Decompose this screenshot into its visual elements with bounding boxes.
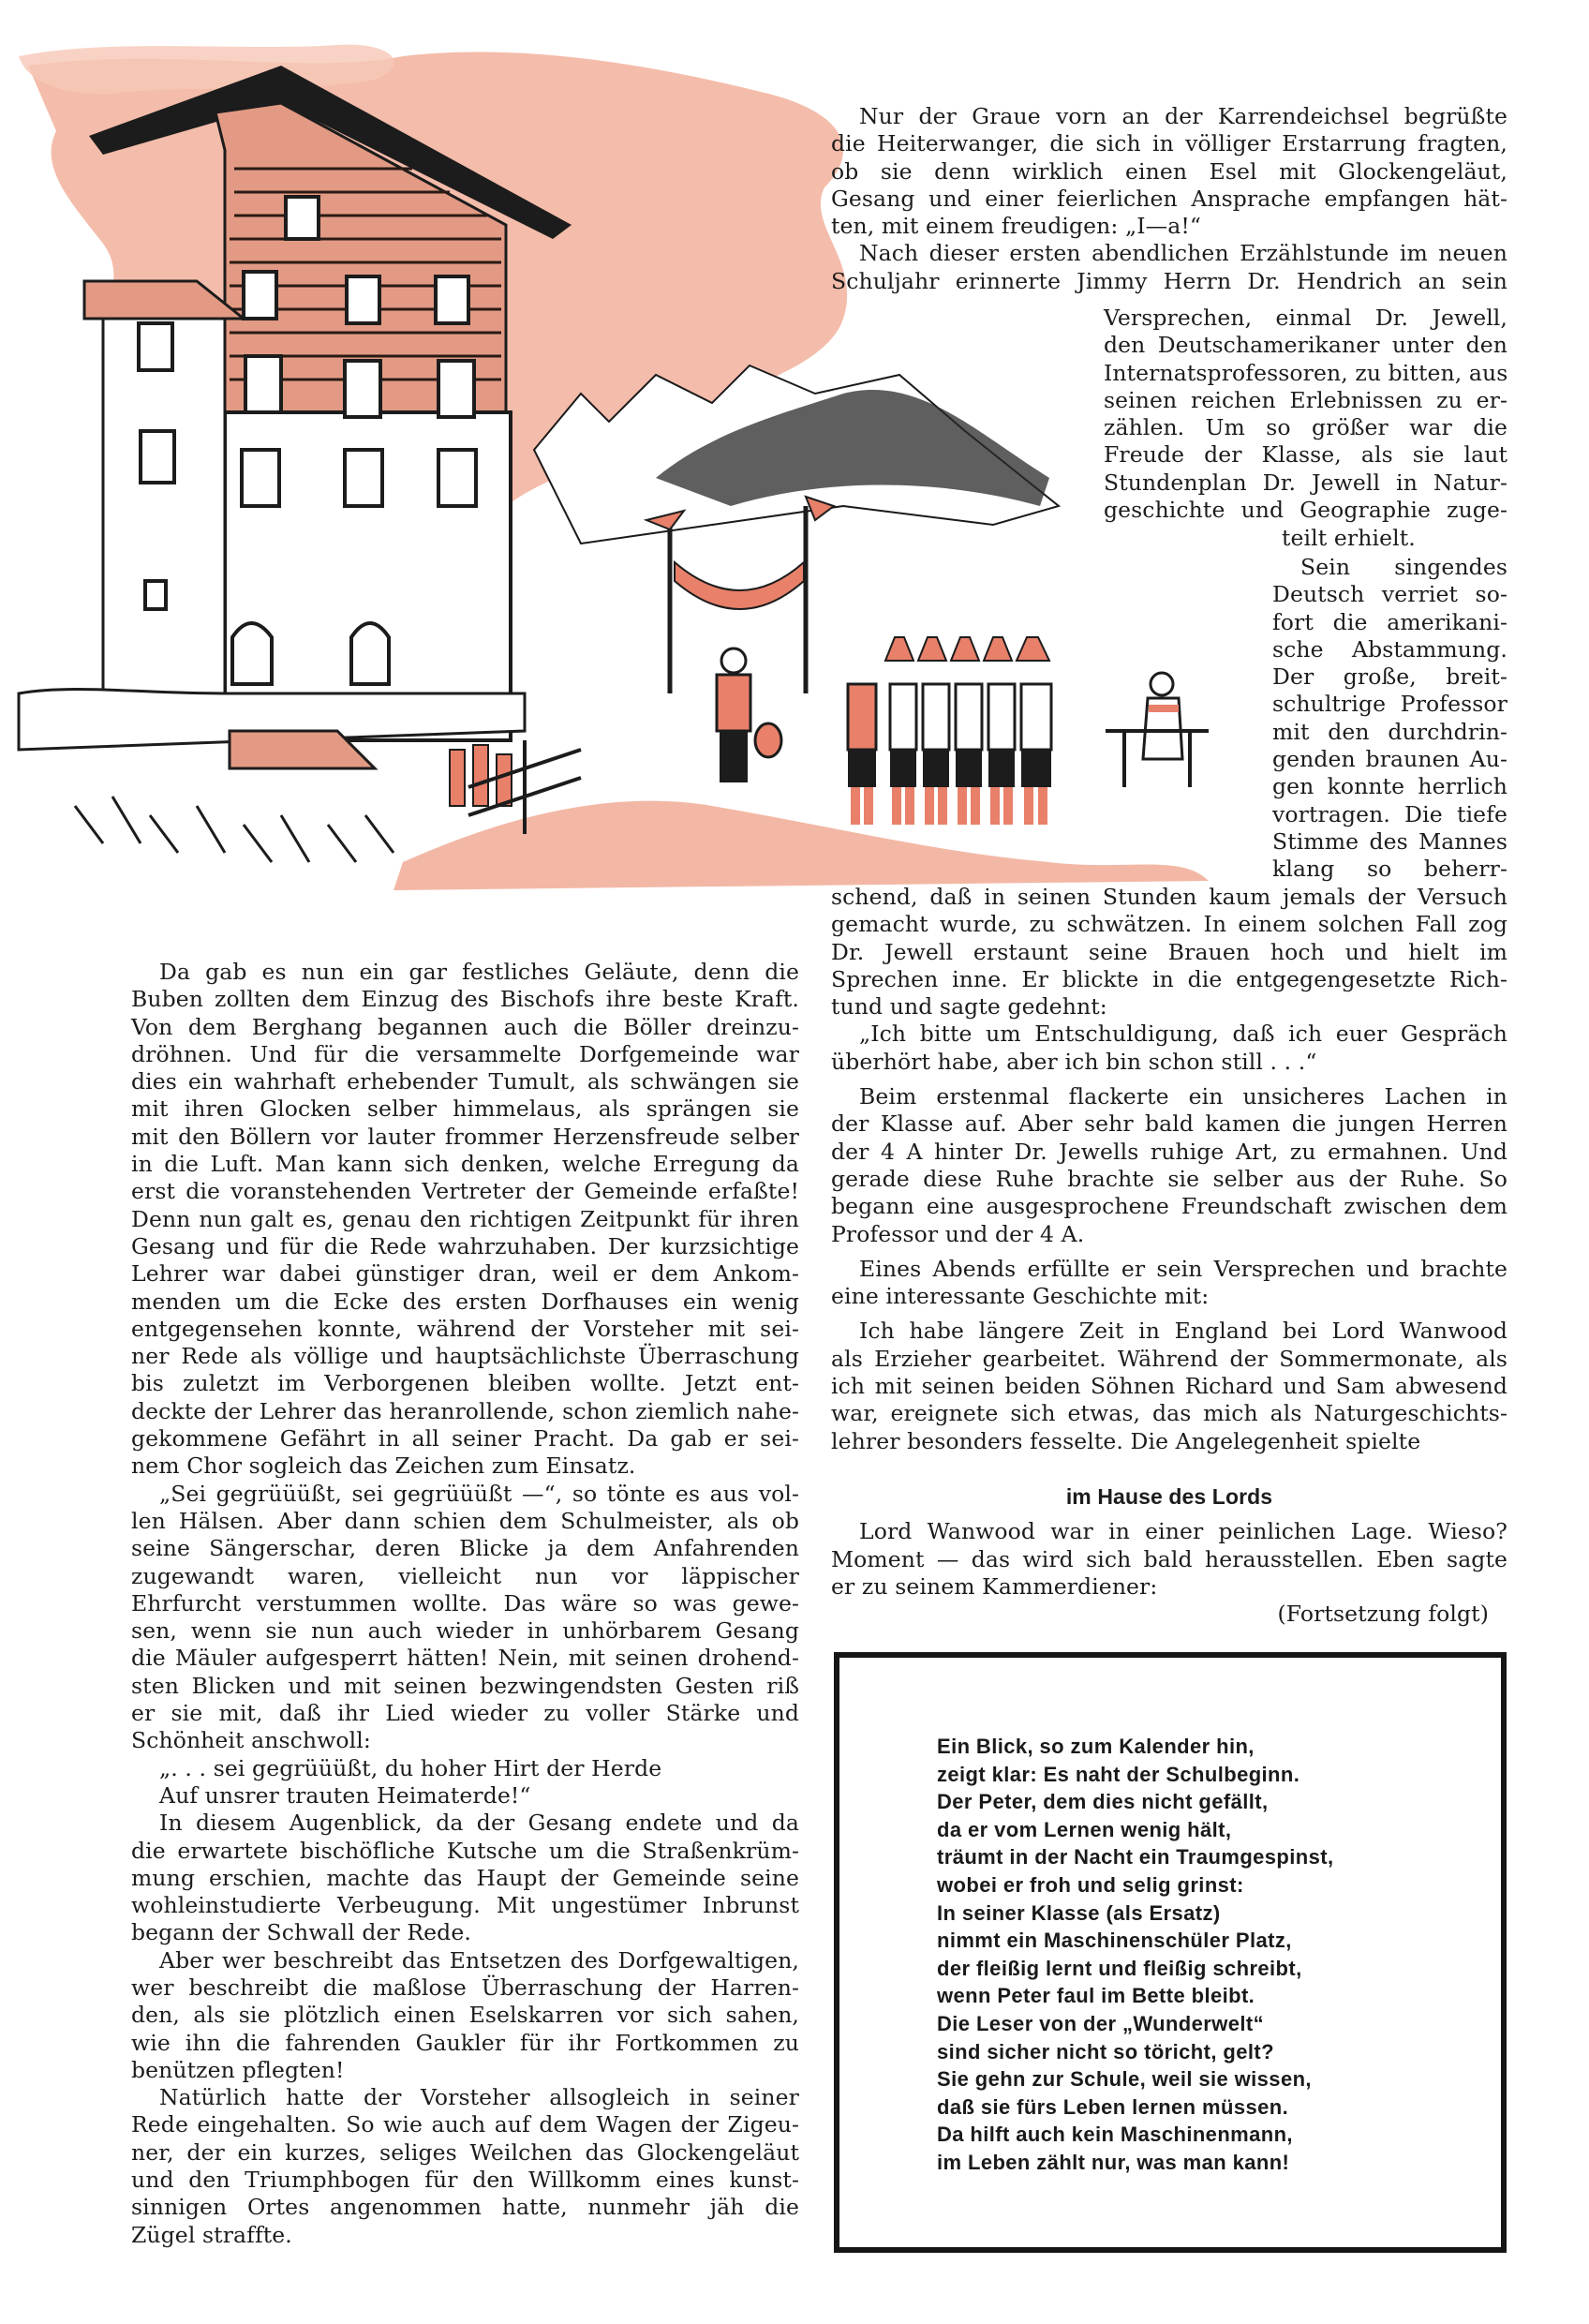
text-line: Versprechen, einmal Dr. Jewell, — [1104, 305, 1507, 331]
poem-line: Da hilft auch kein Maschinenmann, — [937, 2123, 1293, 2147]
text-line: seinen reichen Erlebnissen zu er- — [1104, 386, 1507, 413]
text-line: teilt erhielt. — [1282, 525, 1416, 551]
text-line: ich mit seinen beiden Söhnen Richard und Sam abwesend — [831, 1373, 1507, 1400]
text-line: Freude der Klasse, als sie laut — [1104, 441, 1507, 469]
poem-line: daß sie fürs Leben lernen müssen. — [937, 2094, 1289, 2119]
text-line: Von dem Berghang begannen auch die Böller dreinzu- — [131, 1013, 799, 1040]
text-line: sten Blicken und mit seinen bezwingendsten Gesten riß — [131, 1672, 799, 1699]
poem-line: nimmt ein Maschinenschüler Platz, — [937, 1929, 1292, 1953]
text-line: Schuljahr erinnerte Jimmy Herrn Dr. Hendrich an sein — [831, 267, 1507, 294]
poem-line: da er vom Lernen wenig hält, — [937, 1817, 1232, 1841]
continuation-note: (Fortsetzung folgt) — [1277, 1601, 1489, 1628]
poem-line: Der Peter, dem dies nicht gefällt, — [937, 1790, 1269, 1814]
text-line: die erwartete bischöfliche Kutsche um die Straßenkrüm- — [131, 1837, 799, 1864]
left-column — [131, 959, 799, 2249]
text-line: Nur der Graue vorn an der Karrendeichsel begrüßte — [859, 103, 1507, 129]
text-line: und den Triumphbogen für den Willkomm eines kunst- — [131, 2167, 799, 2194]
text-line: ner, der ein kurzes, seliges Weilchen das Glockengeläut — [131, 2138, 799, 2166]
text-line: Nach dieser ersten abendlichen Erzählstunde im neuen — [859, 240, 1507, 267]
text-line: gekommene Gefährt in all seiner Pracht. Da gab er sei- — [131, 1425, 799, 1452]
text-line: Sein singendes — [1300, 554, 1507, 580]
text-line: Ehrfurcht verstummen wollte. Das wäre so was gewe- — [131, 1589, 799, 1616]
text-line: Beim erstenmal flackerte ein unsicheres Lachen in — [859, 1083, 1507, 1110]
text-line: als Erzieher gearbeitet. Während der Sommermonate, als — [831, 1345, 1507, 1372]
text-line: sen, wenn sie nun auch wieder in unhörbarem Gesang — [131, 1617, 799, 1645]
teacher-figure — [717, 648, 781, 782]
text-line: geschichte und Geographie zuge- — [1104, 497, 1507, 524]
poem-line: der fleißig lernt und fleißig schreibt, — [937, 1956, 1302, 1980]
text-line: Buben zollten dem Einzug des Bischofs ihre beste Kraft. — [131, 986, 799, 1013]
text-line: mit den Böllern vor lauter frommer Herzensfreude selber — [131, 1123, 799, 1150]
text-line: ob sie denn wirklich einen Esel mit Glockengeläut, — [831, 157, 1507, 185]
text-line: begann der Schwall der Rede. — [131, 1919, 471, 1946]
text-line: benützen pflegten! — [131, 2056, 345, 2083]
text-line: Internatsprofessoren, zu bitten, aus — [1104, 359, 1508, 386]
text-line: erst die voranstehenden Vertreter der Gemeinde erfaßte! — [131, 1178, 799, 1205]
text-line: Schönheit anschwoll: — [131, 1727, 371, 1754]
text-line: Aber wer beschreibt das Entsetzen des Dorfgewaltigen, — [159, 1946, 799, 1974]
grass — [75, 797, 394, 862]
text-line: dröhnen. Und für die versammelte Dorfgemeinde war — [131, 1040, 799, 1067]
text-line: Natürlich hatte der Vorsteher allsogleich in seiner — [159, 2084, 799, 2111]
text-line: den, als sie plötzlich einen Eselskarren vor sich sahen, — [131, 2002, 799, 2029]
right-column-lower — [831, 884, 1507, 1628]
text-line: Sprechen inne. Er blickte in die entgegengesetzte Rich- — [831, 965, 1507, 992]
paragraph-gap — [831, 1455, 1507, 1483]
poem-line: träumt in der Nacht ein Traumgespinst, — [937, 1845, 1334, 1870]
text-line: begann eine ausgesprochene Freundschaft zwischen dem — [831, 1193, 1507, 1220]
text-line: vortragen. Die tiefe — [1272, 800, 1507, 827]
paragraph-gap — [831, 1248, 1507, 1256]
text-line: klang so beherr- — [1272, 856, 1507, 883]
text-line: gen konnte herrlich — [1272, 773, 1507, 800]
poem-line: zeigt klar: Es naht der Schulbeginn. — [937, 1762, 1300, 1786]
text-line: schultrige Professor — [1272, 691, 1507, 718]
text-line: wohleinstudierte Verbeugung. Mit ungestümer Inbrunst — [131, 1892, 799, 1919]
text-line: zählen. Um so größer war die — [1104, 414, 1507, 441]
text-line: seine Sängerschar, deren Blicke ja dem Anfahrenden — [131, 1535, 799, 1562]
text-line: fort die amerikani- — [1272, 608, 1507, 635]
text-line: len Hälsen. Aber dann schien dem Schulmeister, als ob — [131, 1507, 799, 1534]
section-heading: im Hause des Lords — [1065, 1483, 1273, 1509]
poem-line: sind sicher nicht so töricht, gelt? — [937, 2039, 1274, 2063]
right-column-narrowest — [1272, 554, 1507, 884]
text-line: war, ereignete sich etwas, das mich als Naturgeschichts- — [831, 1400, 1507, 1427]
text-line: mit ihren Glocken selber himmelaus, als sprängen sie — [131, 1095, 799, 1123]
poem-line: wobei er froh und selig grinst: — [937, 1872, 1244, 1897]
poem-line: In seiner Klasse (als Ersatz) — [937, 1900, 1221, 1925]
text-line: Lehrer war dabei günstiger dran, weil er dem Ankom- — [131, 1260, 799, 1288]
text-line: Dr. Jewell erstaunt seine Brauen hoch und hielt im — [831, 938, 1507, 965]
text-line: Denn nun galt es, genau den richtigen Zeitpunkt für ihren — [131, 1205, 799, 1232]
boy-choir — [848, 637, 1051, 825]
text-line: in die Luft. Man kann sich denken, welche Erregung da — [131, 1151, 799, 1178]
text-line: der 4 A hinter Dr. Jewells ruhige Art, zu ermahnen. Und — [831, 1138, 1507, 1165]
text-line: entgegensehen konnte, während der Vorsteher mit sei- — [131, 1315, 799, 1342]
text-line: Gesang und einer feierlichen Ansprache empfangen hät- — [831, 185, 1507, 212]
paragraph-gap — [831, 1511, 1507, 1518]
text-line: überhört habe, aber ich bin schon still . . .“ — [831, 1048, 1317, 1075]
poem-line: wenn Peter faul im Bette bleibt. — [937, 1984, 1255, 2008]
text-line: die Heiterwanger, die sich in völliger Erstarrung fragten, — [831, 130, 1507, 157]
text-line: wer beschreibt die maßlose Überraschung der Harren- — [131, 1974, 799, 2001]
poem-line: Ein Blick, so zum Kalender hin, — [937, 1735, 1255, 1758]
annex-wall — [103, 319, 225, 712]
text-line: Stimme des Mannes — [1272, 827, 1507, 855]
text-line: eine interessante Geschichte mit: — [831, 1283, 1210, 1310]
text-line: sche Abstammung. — [1272, 635, 1507, 663]
text-line: schend, daß in seinen Stunden kaum jemals der Versuch — [831, 884, 1507, 910]
text-line: Stundenplan Dr. Jewell in Natur- — [1104, 469, 1507, 496]
text-line: deckte der Lehrer das heranrollende, schon ziemlich nahe- — [131, 1397, 799, 1424]
paragraph-gap — [831, 1076, 1507, 1083]
text-line: nem Chor sogleich das Zeichen zum Einsatz. — [131, 1452, 636, 1480]
text-line: ten, mit einem freudigen: „I—a!“ — [831, 213, 1201, 240]
text-line: der Klasse auf. Aber sehr bald kamen die jungen Herren — [831, 1110, 1507, 1138]
poem-line: Die Leser von der „Wunderwelt“ — [937, 2011, 1265, 2035]
poem-line: im Leben zählt nur, was man kann! — [937, 2150, 1290, 2174]
text-line: gerade diese Ruhe brachte sie selber aus der Ruhe. So — [831, 1165, 1507, 1192]
text-line: menden um die Ecke des ersten Dorfhauses ein wenig — [131, 1288, 799, 1315]
text-line: Da gab es nun ein gar festliches Geläute, denn die — [159, 959, 799, 985]
text-line: In diesem Augenblick, da der Gesang endete und da — [159, 1810, 799, 1837]
text-line: genden braunen Au- — [1272, 746, 1507, 773]
text-line: „Ich bitte um Entschuldigung, daß ich euer Gespräch — [859, 1020, 1507, 1048]
text-line: Rede eingehalten. So wie auch auf dem Wagen der Zigeu- — [131, 2111, 799, 2138]
text-line: Moment — das wird sich bald herausstellen. Eben sagte — [831, 1545, 1507, 1572]
text-line: Lord Wanwood war in einer peinlichen Lage. Wieso? — [859, 1518, 1507, 1545]
text-line: „Sei gegrüüüßt, sei gegrüüüßt —“, so tönte es aus vol- — [159, 1480, 799, 1507]
text-line: zugewandt waren, vielleicht nun vor läppischer — [131, 1562, 799, 1589]
text-line: die Mäuler aufgesperrt hätten! Nein, mit seinen drohend- — [131, 1645, 799, 1672]
right-column-narrow — [1104, 305, 1507, 524]
text-line: mung erschien, machte das Haupt der Gemeinde seine — [131, 1864, 799, 1891]
text-line: tund und sagte gedehnt: — [831, 993, 1107, 1020]
girl-at-fence — [1106, 673, 1209, 787]
text-line: den Deutschamerikaner unter den — [1104, 332, 1507, 359]
text-line: Professor und der 4 A. — [831, 1220, 1085, 1247]
song-line: „. . . sei gegrüüüßt, du hoher Hirt der Herde — [159, 1754, 662, 1781]
poem — [937, 1733, 1334, 2177]
poem-box — [834, 1652, 1507, 2253]
text-line: sinnigen Ortes angenommen hatte, nunmehr jäh die — [131, 2194, 799, 2221]
text-line: ner Rede als völlige und hauptsächlichste Überraschung — [131, 1343, 799, 1370]
right-column — [831, 103, 1507, 295]
text-line: Der große, breit- — [1272, 663, 1507, 691]
garland — [675, 562, 804, 609]
text-line: mit den durchdrin- — [1272, 718, 1507, 745]
poem-line: Sie gehn zur Schule, weil sie wissen, — [937, 2067, 1312, 2092]
song-line: Auf unsrer trauten Heimaterde!“ — [159, 1781, 531, 1809]
paragraph-gap — [831, 1310, 1507, 1318]
text-line: lehrer besonders fesselte. Die Angelegenheit spielte — [831, 1427, 1421, 1454]
text-line: dies ein wahrhaft erhebender Tumult, als schwängen sie — [131, 1068, 799, 1095]
road-wash — [394, 801, 1209, 890]
text-line: Deutsch verriet so- — [1272, 581, 1507, 608]
text-line: bis zuletzt im Verborgenen bleiben wollte. Jetzt ent- — [131, 1370, 799, 1397]
text-line: Eines Abends erfüllte er sein Versprechen und brachte — [859, 1255, 1507, 1282]
text-line: Zügel straffte. — [131, 2221, 292, 2248]
text-line: Gesang und für die Rede wahrzuhaben. Der kurzsichtige — [131, 1232, 799, 1259]
text-line: er sie mit, daß ihr Lied wieder zu voller Stärke und — [131, 1700, 799, 1727]
text-line: wie ihn die fahrenden Gaukler für ihr Fortkommen zu — [131, 2029, 799, 2056]
text-line: gemacht wurde, zu schwätzen. In einem solchen Fall zog — [831, 911, 1507, 938]
right-column-narrow-end — [1282, 525, 1507, 552]
text-line: Ich habe längere Zeit in England bei Lord Wanwood — [859, 1318, 1507, 1345]
text-line: er zu seinem Kammerdiener: — [831, 1572, 1158, 1600]
